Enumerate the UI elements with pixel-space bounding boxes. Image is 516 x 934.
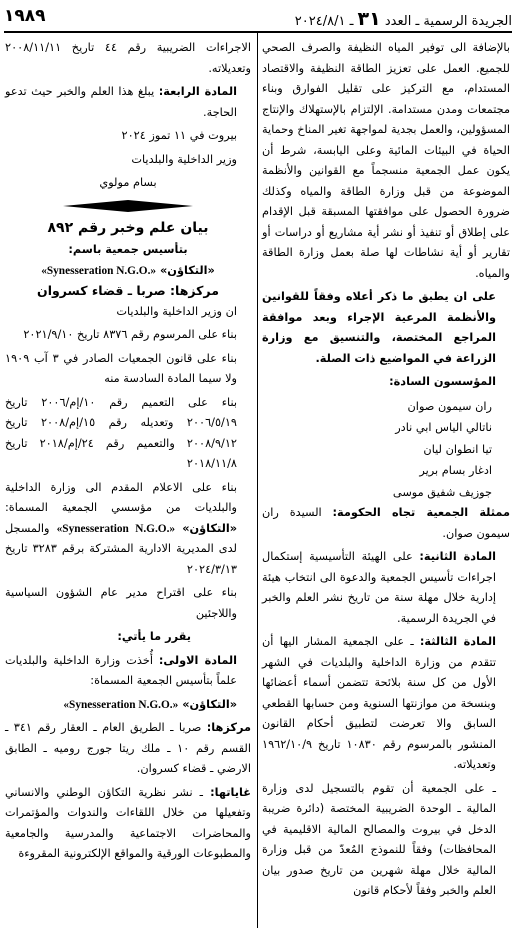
intro-line: بناء على التعميم رقم ١٠/إم/٢٠٠٦ تاريخ ٢٠٠٦/٥/١٩ وتعديله رقم ١٥/إم/٢٠٠٨ تاريخ ٢٠٠٨/٩/١٢ والتعميم رقم ٢٤/إم/٢٠١٨ تاريخ ٢٠١٨/١١/٨ bbox=[5, 395, 238, 470]
issue-number: ٣١ bbox=[357, 8, 381, 30]
intro-text: والمسجل لدى المديرية الادارية المشتركة برقم ٣٢٨٣ تاريخ ٢٠٢٤/٣/١٣ bbox=[5, 521, 237, 576]
founders-label: المؤسسون السادة: bbox=[389, 375, 496, 388]
headquarters bbox=[5, 718, 251, 780]
association-name-en: «Synesseration N.G.O.» bbox=[41, 264, 157, 277]
page-number: ١٩٨٩ bbox=[4, 6, 46, 26]
founder-name: ران سيمون صوان bbox=[407, 399, 492, 413]
representative bbox=[262, 503, 510, 544]
founder-name: ناتالي الياس ابي نادر bbox=[395, 421, 492, 434]
rep-text: السيدة ران سيمون صوان. bbox=[262, 506, 510, 540]
running-date: ـ ٢٠٢٤/٨/١ bbox=[294, 14, 354, 29]
article-4 bbox=[5, 82, 251, 123]
hq-text: صربا ـ الطريق العام ـ العقار رقم ٣٤١ ـ القسم رقم ١٠ ـ ملك ريتا جورج روميه ـ الطابق الارضي ـ قضاء كسروان. bbox=[5, 721, 251, 775]
minister-name: بسام مولوي bbox=[99, 176, 157, 189]
founder-name: تيا انطوان ليان bbox=[423, 442, 492, 456]
article-label: المادة الرابعة: bbox=[158, 85, 237, 98]
hq-heading: مركزها: صربا ـ قضاء كسروان bbox=[37, 283, 219, 298]
intro-text: بناء على الاعلام المقدم الى وزارة الداخلية والبلديات من مؤسسي الجمعية المسماة: bbox=[5, 480, 237, 514]
right-column bbox=[262, 38, 510, 905]
running-title-prefix: الجريدة الرسمية ـ العدد bbox=[384, 14, 512, 29]
association-name-en: «Synesseration N.G.O.» bbox=[63, 698, 179, 711]
intro-line: ان وزير الداخلية والبلديات bbox=[116, 304, 237, 318]
association-name-ar: «التكاؤن» bbox=[160, 263, 215, 277]
hq-label: مركزها: bbox=[206, 721, 251, 734]
founder-name: ادغار بسام برير bbox=[419, 464, 492, 477]
founders-list bbox=[262, 396, 510, 504]
notice-title: بيان علم وخبر رقم ٨٩٢ bbox=[47, 219, 209, 236]
separator-ornament bbox=[63, 200, 193, 212]
goals-text: ـ نشر نظرية التكاؤن الوطني والانساني وتفعيلها من خلال اللقاءات والندوات والمؤتمرات والمحاضرات الاجتماعية والمدرسية والجامعية والمطبوعات الورقية والمواقع الإلكترونية المقروءة bbox=[5, 785, 251, 860]
founder-name: جوزيف شفيق موسى bbox=[392, 485, 492, 499]
rep-label: ممثلة الجمعية تجاه الحكومة: bbox=[332, 506, 510, 519]
intro-line: بناء على اقتراح مدير عام الشؤون السياسية واللاجئين bbox=[5, 586, 237, 620]
intro-line: بناء على قانون الجمعيات الصادر في ٣ آب ١٩٠٩ ولا سيما المادة السادسة منه bbox=[5, 351, 237, 385]
article-label: المادة الاولى: bbox=[158, 653, 238, 667]
article-text: على الهيئة التأسيسية إستكمال اجراءات تأسيس الجمعية والدعوة الى انتخاب هيئة إدارية خلال مهلة سنة من تاريخ نشر العلم والخبر في الجريدة الرسمية. bbox=[262, 550, 496, 625]
paragraph: ـ على الجمعية أن تقوم بالتسجيل لدى وزارة المالية ـ الوحدة الضريبية المختصة (دائرة ضريبة الدخل في بيروت والمصالح المالية الاقليمية في المحافظات) وفقاً للنموذج المُعدّ من قبل وزارة المالية خلال مهلة شهرين من تاريخ صدور بيان العلم والخبر وفقاً لأحكام قانون bbox=[262, 781, 496, 897]
ornament-graphic bbox=[63, 200, 193, 212]
goals-label: غاياتها: bbox=[210, 785, 251, 799]
association-name bbox=[5, 695, 251, 716]
running-title bbox=[295, 8, 512, 30]
association-name-ar: «التكاؤن» bbox=[182, 521, 238, 535]
minister-title: وزير الداخلية والبلديات bbox=[131, 152, 237, 166]
decides-line: يقرر ما يأتي: bbox=[117, 630, 191, 643]
article-3 bbox=[262, 632, 510, 776]
article-label: المادة الثالثة: bbox=[419, 635, 496, 648]
place-date: بيروت في ١١ تموز ٢٠٢٤ bbox=[121, 129, 237, 142]
association-name-ar: «التكاؤن» bbox=[182, 697, 237, 711]
intro-line: بناء على المرسوم رقم ٨٣٧٦ تاريخ ٢٠٢١/٩/١٠ bbox=[23, 328, 237, 341]
article-text: ـ على الجمعية المشار اليها أن تتقدم من وزارة الداخلية والبلديات في الشهر الأول من كل سنة بلائحة تتضمن أسماء أعضائها وبنسخة من موازنتها السنوية ومن حسابها القطعي السابق والا تعرضت لتطبيق أحكام القانون المنشور بالمرسوم رقم ١٠٨٣٠ تاريخ ١٩٦٢/١٠/٩ وتعديلاته. bbox=[262, 635, 496, 771]
association-name-en: «Synesseration N.G.O.» bbox=[56, 522, 176, 535]
article-text: أُخذت وزارة الداخلية والبلديات علماً بتأسيس الجمعية المسماة: bbox=[5, 653, 237, 687]
left-column bbox=[5, 38, 251, 868]
goals bbox=[5, 783, 251, 865]
paragraph: على ان يطبق ما ذكر أعلاه وفقاً للقوانين والأنظمة المرعية الإجراء وبعد موافقة المراجع المختصة، والتنسيق مع وزارة الزراعة في المواضيع ذات الصلة. bbox=[262, 290, 496, 365]
column-divider bbox=[257, 33, 258, 928]
article-text: يبلغ هذا العلم والخبر حيث تدعو الحاجة. bbox=[5, 85, 237, 119]
paragraph: بالإضافة الى توفير المياه النظيفة والصرف الصحي للجميع. العمل على تعزيز الطاقة النظيفة والاقتصاد المستدام، مع التركيز على تقليل الفوارق وبناء مجتمعات ومدن مستدامة. الإلتزام بالإستهلاك والإنتاج المسؤولين، والعمل بجدية لمواجهة تغير المناخ وحماية الحياة في البيئات المائية وعلى اليابسة، شرط أن يكون عمل الجمعية منسجماً مع القوانين والأنظمة الموضوعة من قبل وزارة الطاقة والمياه وكذلك ضرورة الحصول على موافقتها المسبقة قبل الإقدام على إطلاق أو تنفيذ أو نشر أية مشاريع أو دراسات أو تقارير أو أية نشاطات لها صلة بعمل وزارة الطاقة والمياه. bbox=[262, 41, 510, 280]
header-rule bbox=[4, 31, 512, 33]
article-2 bbox=[262, 547, 510, 629]
article-label: المادة الثانية: bbox=[419, 550, 496, 563]
intro-line bbox=[5, 478, 251, 581]
article-1 bbox=[5, 651, 251, 692]
paragraph: الاجراءات الضريبية رقم ٤٤ تاريخ ٢٠٠٨/١١/١١ وتعديلاته. bbox=[5, 41, 251, 75]
association-name bbox=[5, 261, 251, 282]
notice-subtitle: بتأسيس جمعية باسم: bbox=[68, 243, 188, 256]
page-header bbox=[4, 6, 512, 30]
